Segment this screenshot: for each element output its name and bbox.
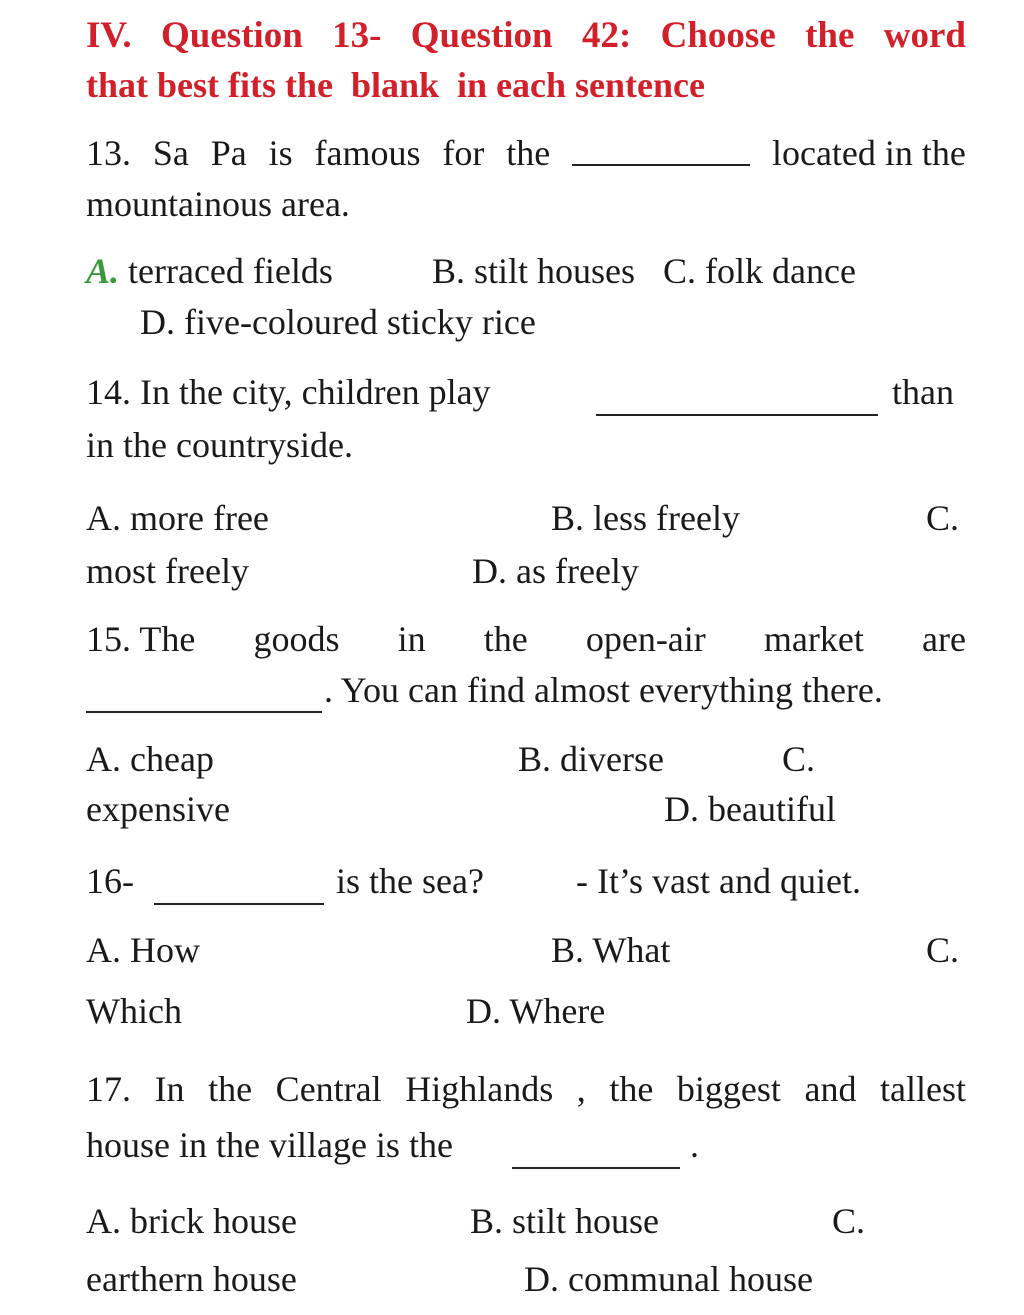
q15-option-c: C. — [782, 739, 816, 779]
q14-option-c-cont: most freely — [86, 551, 249, 591]
section-heading-line2: that best fits the blank in each sentence — [86, 65, 705, 105]
heading-word: word — [883, 15, 966, 56]
question-16-answer: - It’s vast and quiet. — [576, 861, 861, 901]
question-16-text: is the sea? — [336, 861, 484, 901]
question-14-line1-end: than — [892, 372, 954, 412]
q14-option-d: D. as freely — [472, 551, 639, 591]
q17-option-b: B. stilt house — [470, 1201, 660, 1241]
heading-word: Question — [410, 15, 553, 56]
q15-option-c-cont: expensive — [86, 789, 230, 829]
q16-option-c-cont: Which — [86, 991, 182, 1031]
q15-word: the — [483, 619, 528, 659]
q13-word: is — [268, 133, 293, 173]
q13-word: Pa — [210, 133, 247, 173]
question-13-line2: mountainous area. — [86, 184, 350, 224]
q13-option-a — [86, 250, 333, 293]
q13-option-a-text: terraced fields — [119, 251, 333, 291]
question-14-line1-start: 14. In the city, children play — [86, 372, 491, 412]
heading-word: Choose — [660, 15, 776, 56]
q15-word: in — [397, 619, 426, 659]
q15-option-d: D. beautiful — [664, 789, 836, 829]
q16-option-a: A. How — [86, 930, 200, 970]
question-13-line1 — [86, 132, 966, 175]
q13-option-a-letter: A. — [86, 251, 120, 291]
q15-word: goods — [253, 619, 340, 659]
q17-option-d: D. communal house — [524, 1259, 813, 1299]
answer-blank — [154, 902, 324, 905]
answer-blank — [572, 163, 750, 166]
question-17-line2-end: . — [690, 1125, 699, 1165]
question-17-line2: house in the village is the — [86, 1125, 453, 1165]
q14-option-b: B. less freely — [551, 498, 740, 538]
answer-blank — [596, 413, 878, 416]
heading-word: 13- — [332, 15, 382, 56]
answer-blank — [86, 710, 322, 713]
q17-option-c-cont: earthern house — [86, 1259, 297, 1299]
q16-option-c: C. — [926, 930, 960, 970]
q13-word: Sa — [152, 133, 189, 173]
q15-word: market — [763, 619, 864, 659]
question-16-prefix: 16- — [86, 861, 134, 901]
q15-word: open-air — [585, 619, 706, 659]
heading-word: Question — [160, 15, 303, 56]
q15-word: are — [921, 619, 966, 659]
q15-word: 15. The — [86, 619, 196, 659]
q13-option-d: D. five-coloured sticky rice — [140, 302, 536, 342]
question-14-line2: in the countryside. — [86, 425, 353, 465]
q13-option-c: C. folk dance — [663, 251, 856, 291]
q13-word: the — [506, 133, 551, 173]
q13-word: famous — [314, 133, 421, 173]
q15-option-a: A. cheap — [86, 739, 214, 779]
q13-word: 13. — [86, 133, 131, 173]
q17-option-c: C. — [832, 1201, 866, 1241]
heading-word: IV. — [86, 15, 132, 56]
question-15-line2: . You can find almost everything there. — [324, 670, 883, 710]
section-heading — [86, 14, 966, 57]
question-17-line1: 17. In the Central Highlands , the biggest and tallest — [86, 1069, 966, 1109]
q15-option-b: B. diverse — [518, 739, 664, 779]
answer-blank — [512, 1166, 680, 1169]
q14-option-c: C. — [926, 498, 960, 538]
q13-option-b: B. stilt houses — [432, 251, 636, 291]
heading-word: 42: — [581, 15, 632, 56]
q13-text: located in the — [771, 133, 966, 173]
q14-option-a: A. more free — [86, 498, 269, 538]
q16-option-d: D. Where — [466, 991, 606, 1031]
q17-option-a: A. brick house — [86, 1201, 297, 1241]
q13-word: for — [442, 133, 485, 173]
question-15-line1 — [86, 618, 966, 661]
heading-word: the — [805, 15, 855, 56]
q16-option-b: B. What — [551, 930, 671, 970]
